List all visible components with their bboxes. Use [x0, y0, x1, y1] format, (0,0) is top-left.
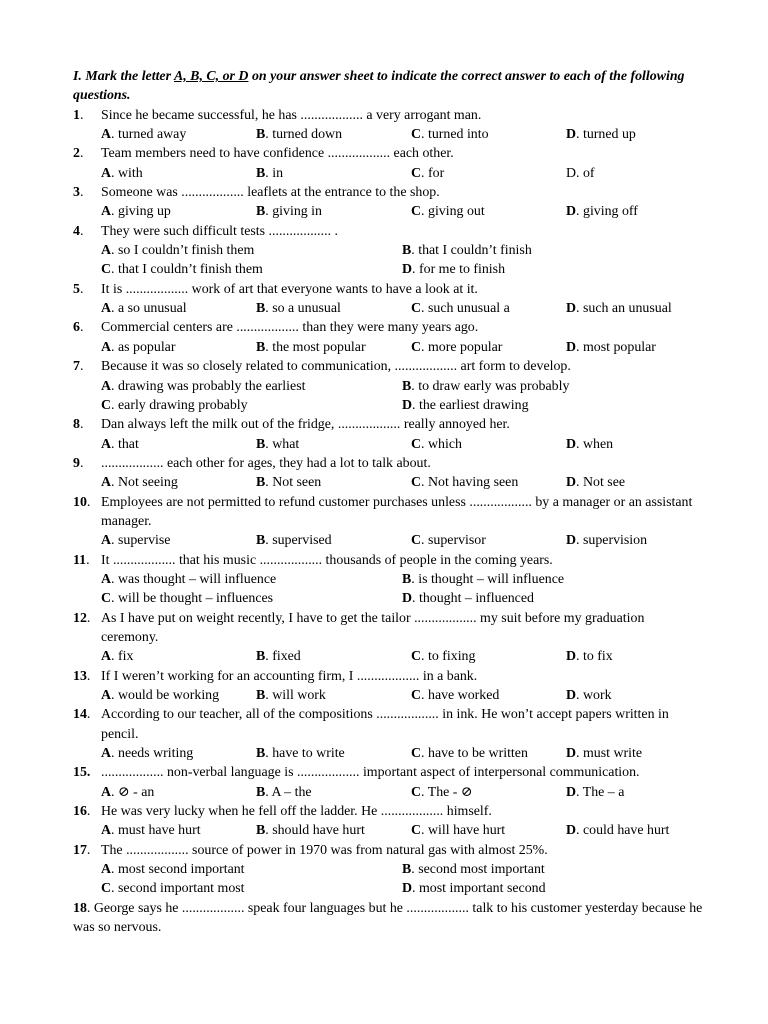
answer-option[interactable]: [411, 202, 566, 221]
option-letter: D: [566, 475, 577, 491]
answer-option[interactable]: [101, 783, 256, 802]
option-text: . turned into: [421, 127, 489, 143]
option-text: . have worked: [421, 688, 500, 703]
answer-option[interactable]: [566, 647, 613, 666]
answer-option[interactable]: [566, 164, 595, 183]
question-item: [73, 763, 703, 802]
answer-option[interactable]: [566, 202, 638, 221]
option-text: . could have hurt: [576, 823, 670, 839]
option-letter: D: [566, 533, 577, 549]
option-letter: C: [411, 533, 422, 549]
option-letter: A: [101, 165, 112, 181]
question-item: 4. They were such difficult tests .................. . A. so I couldn’t finish them B. that I couldn’t finish C. that I couldn’t finish them D. for me to finish: [73, 222, 703, 280]
answer-option[interactable]: [101, 821, 256, 840]
option-text: . must write: [576, 746, 643, 762]
option-letter: D: [402, 397, 413, 413]
question-item: 6. Commercial centers are .................. than they were many years ago. A. as popular B. the most popular C. more popular D. most popular: [73, 318, 703, 357]
option-text: . for: [421, 165, 445, 181]
option-text: . when: [576, 436, 614, 452]
option-letter: C: [101, 881, 112, 897]
answer-option[interactable]: [101, 647, 256, 666]
answer-option[interactable]: [566, 783, 624, 802]
answer-option[interactable]: [402, 396, 703, 415]
option-letter: B: [402, 243, 412, 259]
answer-option[interactable]: [411, 435, 566, 454]
answer-option[interactable]: [411, 338, 566, 357]
option-text: . thought – influenced: [412, 591, 534, 607]
option-letter: C: [411, 339, 422, 355]
option-text: . such an unusual: [576, 301, 672, 317]
option-text: . more popular: [421, 339, 503, 355]
option-text: . will have hurt: [421, 823, 506, 839]
answer-option[interactable]: [101, 241, 402, 260]
option-text: . what: [265, 436, 300, 452]
answer-option[interactable]: [402, 570, 703, 589]
answer-option[interactable]: [402, 241, 703, 260]
question-number: 17: [73, 842, 87, 858]
option-text: . Not see: [576, 475, 626, 491]
option-letter: A: [101, 339, 112, 355]
question-number: 6: [73, 320, 80, 336]
option-text: . have to be written: [421, 746, 528, 762]
option-text: . giving out: [421, 204, 485, 220]
answer-option[interactable]: [256, 783, 411, 802]
answer-option[interactable]: [256, 821, 411, 840]
question-text: George says he .................. speak four languages but he .................. talk to his customer yesterday because he was so nervous.: [73, 900, 703, 936]
answer-option[interactable]: [101, 435, 256, 454]
answer-option[interactable]: [256, 744, 411, 763]
option-letter: C: [411, 649, 422, 665]
answer-option[interactable]: [256, 686, 411, 705]
option-letter: D: [566, 688, 577, 703]
answer-option[interactable]: [256, 164, 411, 183]
question-item: 1. Since he became successful, he has .................. a very arrogant man. A. turned away B. turned down C. turned into D. turned up: [73, 106, 703, 145]
option-text: . to fix: [576, 649, 613, 665]
answer-option[interactable]: [402, 260, 703, 279]
option-letter: D: [566, 301, 577, 317]
option-letter: B: [402, 571, 412, 587]
option-text: . giving up: [111, 204, 171, 220]
option-text: . that I couldn’t finish them: [111, 262, 263, 278]
option-letter: B: [402, 862, 412, 878]
question-item: 3. Someone was .................. leaflets at the entrance to the shop. A. giving up B. giving in C. giving out D. giving off: [73, 183, 703, 222]
question-number: 15.: [73, 765, 91, 781]
answer-option[interactable]: [402, 377, 703, 396]
option-text: . early drawing probably: [111, 397, 248, 413]
question-item: 13. If I weren’t working for an accounting firm, I .................. in a bank. A. would be working B. will work C. have worked D. work: [73, 667, 703, 706]
option-letter: D: [402, 262, 413, 278]
answer-option[interactable]: [101, 299, 256, 318]
option-text: . will work: [265, 688, 326, 703]
answer-option[interactable]: [101, 125, 256, 144]
option-text: . the earliest drawing: [412, 397, 529, 413]
option-text: . most popular: [576, 339, 656, 355]
option-text: . to draw early was probably: [411, 378, 570, 394]
option-text: . in: [265, 165, 284, 181]
answer-option[interactable]: [566, 299, 672, 318]
answer-option[interactable]: [566, 338, 656, 357]
question-text: If I weren’t working for an accounting firm, I .................. in a bank.: [101, 668, 478, 684]
option-text: . supervisor: [421, 533, 486, 549]
question-item: 10. Employees are not permitted to refund customer purchases unless .................. by a manager or an assistant manager. A. supervise B. supervised C. supervisor D. supervision: [73, 493, 703, 551]
option-letter: C: [411, 823, 422, 839]
answer-option[interactable]: [101, 473, 256, 492]
option-letter: A: [101, 533, 112, 549]
option-letter: C: [101, 397, 112, 413]
option-letter: D: [566, 436, 577, 452]
option-text: . second important most: [111, 881, 245, 897]
answer-option[interactable]: [411, 473, 566, 492]
option-text: . will be thought – influences: [111, 591, 274, 607]
question-text: .................. non-verbal language is .................. important aspect of interpersonal communication.: [101, 765, 640, 781]
answer-option[interactable]: [402, 860, 703, 879]
option-letter: A: [101, 862, 112, 878]
option-text: . turned up: [576, 127, 636, 143]
option-letter: C: [411, 475, 422, 491]
answer-option[interactable]: [402, 879, 703, 898]
option-text: . ⊘ - an: [111, 784, 155, 800]
answer-option[interactable]: [411, 821, 566, 840]
option-text: . most second important: [111, 862, 245, 878]
option-letter: C: [101, 591, 112, 607]
option-text: . so a unusual: [265, 301, 341, 317]
answer-option[interactable]: [256, 435, 411, 454]
option-text: . must have hurt: [111, 823, 201, 839]
option-letter: B: [256, 301, 266, 317]
option-letter: D: [566, 127, 577, 143]
question-item: 14. According to our teacher, all of the compositions .................. in ink. He won’t accept papers written in pencil. A. needs writing B. have to write C. have to be written D. must write: [73, 705, 703, 763]
option-text: . which: [421, 436, 462, 452]
option-letter: A: [101, 243, 112, 259]
option-letter: C: [411, 436, 422, 452]
answer-option[interactable]: [256, 531, 411, 550]
question-text: As I have put on weight recently, I have to get the tailor .................. my suit before my graduation ceremony.: [101, 610, 645, 645]
option-text: . was thought – will influence: [111, 571, 277, 587]
answer-option[interactable]: [101, 202, 256, 221]
answer-option[interactable]: [256, 647, 411, 666]
option-text: . Not seeing: [111, 475, 178, 491]
option-text: . that I couldn’t finish: [411, 243, 532, 259]
answer-option[interactable]: [101, 164, 256, 183]
option-letter: C: [411, 746, 422, 762]
question-number: 5: [73, 281, 80, 297]
answer-option[interactable]: [411, 531, 566, 550]
option-letter: C: [411, 165, 422, 181]
option-text: . needs writing: [111, 746, 194, 762]
answer-option[interactable]: [101, 377, 402, 396]
question-number: 9: [73, 455, 80, 471]
option-letter: C: [411, 127, 422, 143]
instruction-heading: I. Mark the letter A, B, C, or D on your answer sheet to indicate the correct answer to each of the following questions.: [73, 69, 685, 104]
option-letter: B: [256, 475, 266, 491]
option-letter: A: [101, 301, 112, 317]
option-text: . for me to finish: [412, 262, 506, 278]
answer-option[interactable]: [101, 531, 256, 550]
answer-option[interactable]: [101, 260, 402, 279]
question-number: 7: [73, 359, 80, 375]
question-text: It is .................. work of art that everyone wants to have a look at it.: [101, 281, 478, 297]
option-letter: C: [411, 204, 422, 220]
question-18: 18. George says he .................. speak four languages but he .................. talk to his customer yesterday because he was so nervous.: [73, 900, 703, 936]
option-letter: A: [101, 571, 112, 587]
answer-option[interactable]: [101, 686, 256, 705]
question-number: 3: [73, 185, 80, 201]
option-text: . is thought – will influence: [411, 571, 565, 587]
answer-option[interactable]: [256, 125, 411, 144]
option-letter: B: [256, 533, 266, 549]
option-text: . a so unusual: [111, 301, 187, 317]
option-letter: D: [402, 591, 413, 607]
option-text: . turned down: [265, 127, 343, 143]
question-text: Because it was so closely related to communication, .................. art form to develop.: [101, 359, 571, 375]
option-letter: B: [256, 649, 266, 665]
question-text: Someone was .................. leaflets at the entrance to the shop.: [101, 185, 440, 201]
option-letter: D: [566, 784, 577, 800]
option-letter: A: [101, 823, 112, 839]
option-text: . giving in: [265, 204, 322, 220]
option-letter: D: [402, 881, 413, 897]
option-letter: C: [101, 262, 112, 278]
option-text: . A – the: [265, 784, 312, 800]
question-text: It .................. that his music .................. thousands of people in the coming years.: [101, 552, 553, 568]
option-letter: B: [256, 688, 266, 703]
option-letter: B: [256, 165, 266, 181]
option-text: . supervised: [265, 533, 332, 549]
answer-option[interactable]: [566, 473, 625, 492]
option-letter: B: [256, 823, 266, 839]
answer-option[interactable]: [101, 570, 402, 589]
question-list: [73, 106, 703, 899]
option-text: . drawing was probably the earliest: [111, 378, 306, 394]
option-text: . that: [111, 436, 139, 452]
option-text: . supervision: [576, 533, 648, 549]
option-text: . with: [111, 165, 143, 181]
answer-option[interactable]: [411, 783, 566, 802]
option-letter: A: [101, 475, 112, 491]
question-item: 2. Team members need to have confidence .................. each other. A. with B. in C. for D. of: [73, 144, 703, 183]
option-text: . giving off: [576, 204, 638, 220]
option-text: . work: [576, 688, 612, 703]
answer-option[interactable]: [101, 879, 402, 898]
question-item: 11. It .................. that his music .................. thousands of people in the coming years. A. was thought – will influence B. is thought – will influence C. will be thought – influences D. thought – influenced: [73, 551, 703, 609]
question-text: Dan always left the milk out of the fridge, .................. really annoyed her.: [101, 417, 510, 433]
question-number: 18: [73, 900, 87, 916]
option-text: . have to write: [265, 746, 345, 762]
question-text: He was very lucky when he fell off the ladder. He .................. himself.: [101, 804, 492, 820]
option-text: . The – a: [576, 784, 625, 800]
option-letter: B: [402, 378, 412, 394]
question-text: According to our teacher, all of the compositions .................. in ink. He won’t accept papers written in pencil.: [101, 707, 669, 742]
answer-option[interactable]: [411, 125, 566, 144]
answer-option[interactable]: [256, 202, 411, 221]
question-number: 4: [73, 223, 80, 239]
question-item: 8. Dan always left the milk out of the fridge, .................. really annoyed her. A. that B. what C. which D. when: [73, 415, 703, 454]
option-text: . most important second: [412, 881, 546, 897]
question-item: 16. He was very lucky when he fell off the ladder. He .................. himself. A. must have hurt B. should have hurt C. will have hurt D. could have hurt: [73, 802, 703, 841]
answer-option[interactable]: [101, 396, 402, 415]
answer-option[interactable]: [256, 338, 411, 357]
option-letter: B: [256, 127, 266, 143]
answer-option[interactable]: [101, 338, 256, 357]
option-text: . to fixing: [421, 649, 476, 665]
option-letter: A: [101, 649, 112, 665]
option-text: D. of: [566, 165, 595, 181]
option-letter: B: [256, 204, 266, 220]
question-text: They were such difficult tests .................. .: [101, 223, 338, 239]
answer-option[interactable]: [566, 686, 612, 705]
question-number: 12: [73, 610, 87, 626]
option-text: . fix: [111, 649, 134, 665]
option-text: . should have hurt: [265, 823, 365, 839]
answer-option[interactable]: [411, 164, 566, 183]
option-letter: A: [101, 688, 112, 703]
option-letter: D: [566, 649, 577, 665]
option-text: . such unusual a: [421, 301, 510, 317]
question-number: 1: [73, 107, 80, 123]
option-letter: A: [101, 127, 112, 143]
option-text: . supervise: [111, 533, 171, 549]
option-letter: A: [101, 378, 112, 394]
answer-option[interactable]: [566, 125, 636, 144]
document-page: [73, 67, 703, 937]
answer-option[interactable]: [566, 744, 642, 763]
question-number: 8: [73, 417, 80, 433]
option-text: . second most important: [411, 862, 545, 878]
answer-option[interactable]: [101, 860, 402, 879]
answer-option[interactable]: [256, 473, 411, 492]
question-text: Team members need to have confidence .................. each other.: [101, 146, 454, 162]
option-letter: D: [566, 204, 577, 220]
option-text: . Not seen: [265, 475, 322, 491]
option-letter: D: [566, 746, 577, 762]
option-letter: C: [411, 784, 422, 800]
answer-option[interactable]: [101, 744, 256, 763]
question-number: 2: [73, 146, 80, 162]
answer-option[interactable]: [101, 589, 402, 608]
option-letter: B: [256, 784, 266, 800]
question-number: 13: [73, 668, 87, 684]
question-item: 17. The .................. source of power in 1970 was from natural gas with almost 25%. A. most second important B. second most important C. second important most D. most important second: [73, 841, 703, 899]
answer-option[interactable]: [411, 744, 566, 763]
option-letter: D: [566, 339, 577, 355]
option-letter: A: [101, 204, 112, 220]
option-letter: B: [256, 339, 266, 355]
option-text: . as popular: [111, 339, 176, 355]
option-text: . the most popular: [265, 339, 366, 355]
option-letter: A: [101, 746, 112, 762]
option-letter: B: [256, 746, 266, 762]
question-item: 12. As I have put on weight recently, I have to get the tailor .................. my suit before my graduation ceremony. A. fix B. fixed C. to fixing D. to fix: [73, 609, 703, 667]
question-item: 7. Because it was so closely related to communication, .................. art form to develop. A. drawing was probably the earliest B. to draw early was probably C. early drawing probably D. the earliest drawing: [73, 357, 703, 415]
option-letter: A: [101, 436, 112, 452]
option-letter: C: [411, 301, 422, 317]
option-text: . fixed: [265, 649, 301, 665]
question-item: 5. It is .................. work of art that everyone wants to have a look at it. A. a so unusual B. so a unusual C. such unusual a D. such an unusual: [73, 280, 703, 319]
question-text: Since he became successful, he has .................. a very arrogant man.: [101, 107, 482, 123]
answer-option[interactable]: [256, 299, 411, 318]
option-text: . Not having seen: [421, 475, 519, 491]
option-text: . The - ⊘: [421, 784, 473, 800]
answer-option[interactable]: [411, 686, 566, 705]
question-item: 9. .................. each other for ages, they had a lot to talk about. A. Not seeing B. Not seen C. Not having seen D. Not see: [73, 454, 703, 493]
option-text: . would be working: [111, 688, 220, 703]
answer-option[interactable]: [411, 647, 566, 666]
question-text: Commercial centers are .................. than they were many years ago.: [101, 320, 479, 336]
question-number: 10: [73, 494, 87, 510]
option-letter: B: [256, 436, 266, 452]
answer-option[interactable]: [411, 299, 566, 318]
answer-option[interactable]: [566, 435, 613, 454]
answer-option[interactable]: [566, 531, 647, 550]
question-number: 16: [73, 804, 87, 820]
option-letter: C: [411, 688, 422, 703]
question-text: Employees are not permitted to refund customer purchases unless .................. by a manager or an assistant manager.: [101, 494, 693, 529]
question-text: .................. each other for ages, they had a lot to talk about.: [101, 455, 431, 471]
answer-option[interactable]: [566, 821, 669, 840]
option-text: . so I couldn’t finish them: [111, 243, 255, 259]
option-letter: D: [566, 823, 577, 839]
instruction-letters: A, B, C, or D: [173, 69, 249, 84]
question-number: 11: [73, 552, 87, 568]
question-text: The .................. source of power in 1970 was from natural gas with almost 25%.: [101, 842, 548, 858]
question-number: 14: [73, 707, 87, 723]
option-letter: A: [101, 784, 112, 800]
answer-option[interactable]: [402, 589, 703, 608]
option-text: . turned away: [111, 127, 187, 143]
